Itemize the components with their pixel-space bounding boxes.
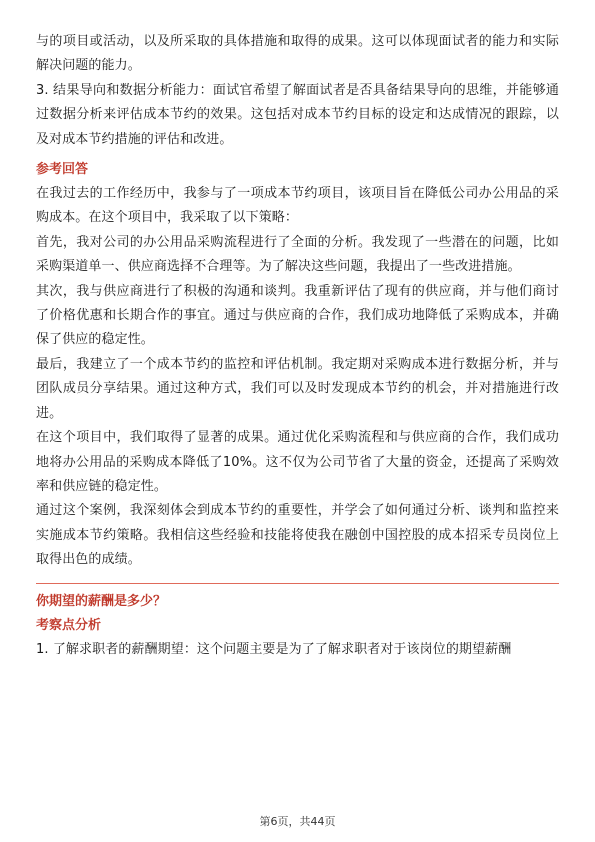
paragraph: 其次，我与供应商进行了积极的沟通和谈判。我重新评估了现有的供应商，并与他们商讨了价格优惠和长期合作的事宜。通过与供应商的合作，我们成功地降低了采购成本，并确保了供应的稳定性。: [36, 283, 559, 348]
section-divider: [36, 583, 559, 584]
paragraph: 1. 了解求职者的薪酬期望：这个问题主要是为了了解求职者对于该岗位的期望薪酬: [36, 641, 512, 657]
paragraph: 最后，我建立了一个成本节约的监控和评估机制。我定期对采购成本进行数据分析，并与团队成员分享结果。通过这种方式，我们可以及时发现成本节约的机会，并对措施进行改进。: [36, 356, 559, 421]
paragraph: 在这个项目中，我们取得了显著的成果。通过优化采购流程和与供应商的合作，我们成功地将办公用品的采购成本降低了10%。这不仅为公司节省了大量的资金，还提高了采购效率和供应链的稳定性。: [36, 430, 559, 494]
paragraph: 在我过去的工作经历中，我参与了一项成本节约项目，该项目旨在降低公司办公用品的采购成本。在这个项目中，我采取了以下策略：: [36, 186, 559, 226]
analysis-heading: 考察点分析: [36, 617, 102, 633]
page-footer: 第6页，共44页: [259, 815, 336, 828]
paragraph: 3. 结果导向和数据分析能力：面试官希望了解面试者是否具备结果导向的思维，并能够通过数据分析来评估成本节约的效果。这包括对成本节约目标的设定和达成情况的跟踪，以及对成本节约措施的评估和改进。: [36, 82, 559, 147]
page-content: [36, 30, 559, 662]
paragraph: 与的项目或活动，以及所采取的具体措施和取得的成果。这可以体现面试者的能力和实际解决问题的能力。: [36, 34, 559, 74]
answer-heading: 参考回答: [36, 162, 89, 178]
paragraph: 通过这个案例，我深刻体会到成本节约的重要性，并学会了如何通过分析、谈判和监控来实施成本节约策略。我相信这些经验和技能将使我在融创中国控股的成本招采专员岗位上取得出色的成绩。: [36, 503, 559, 568]
question-heading: 你期望的薪酬是多少？: [36, 593, 167, 609]
paragraph: 首先，我对公司的办公用品采购流程进行了全面的分析。我发现了一些潜在的问题，比如采购渠道单一、供应商选择不合理等。为了解决这些问题，我提出了一些改进措施。: [36, 234, 559, 275]
